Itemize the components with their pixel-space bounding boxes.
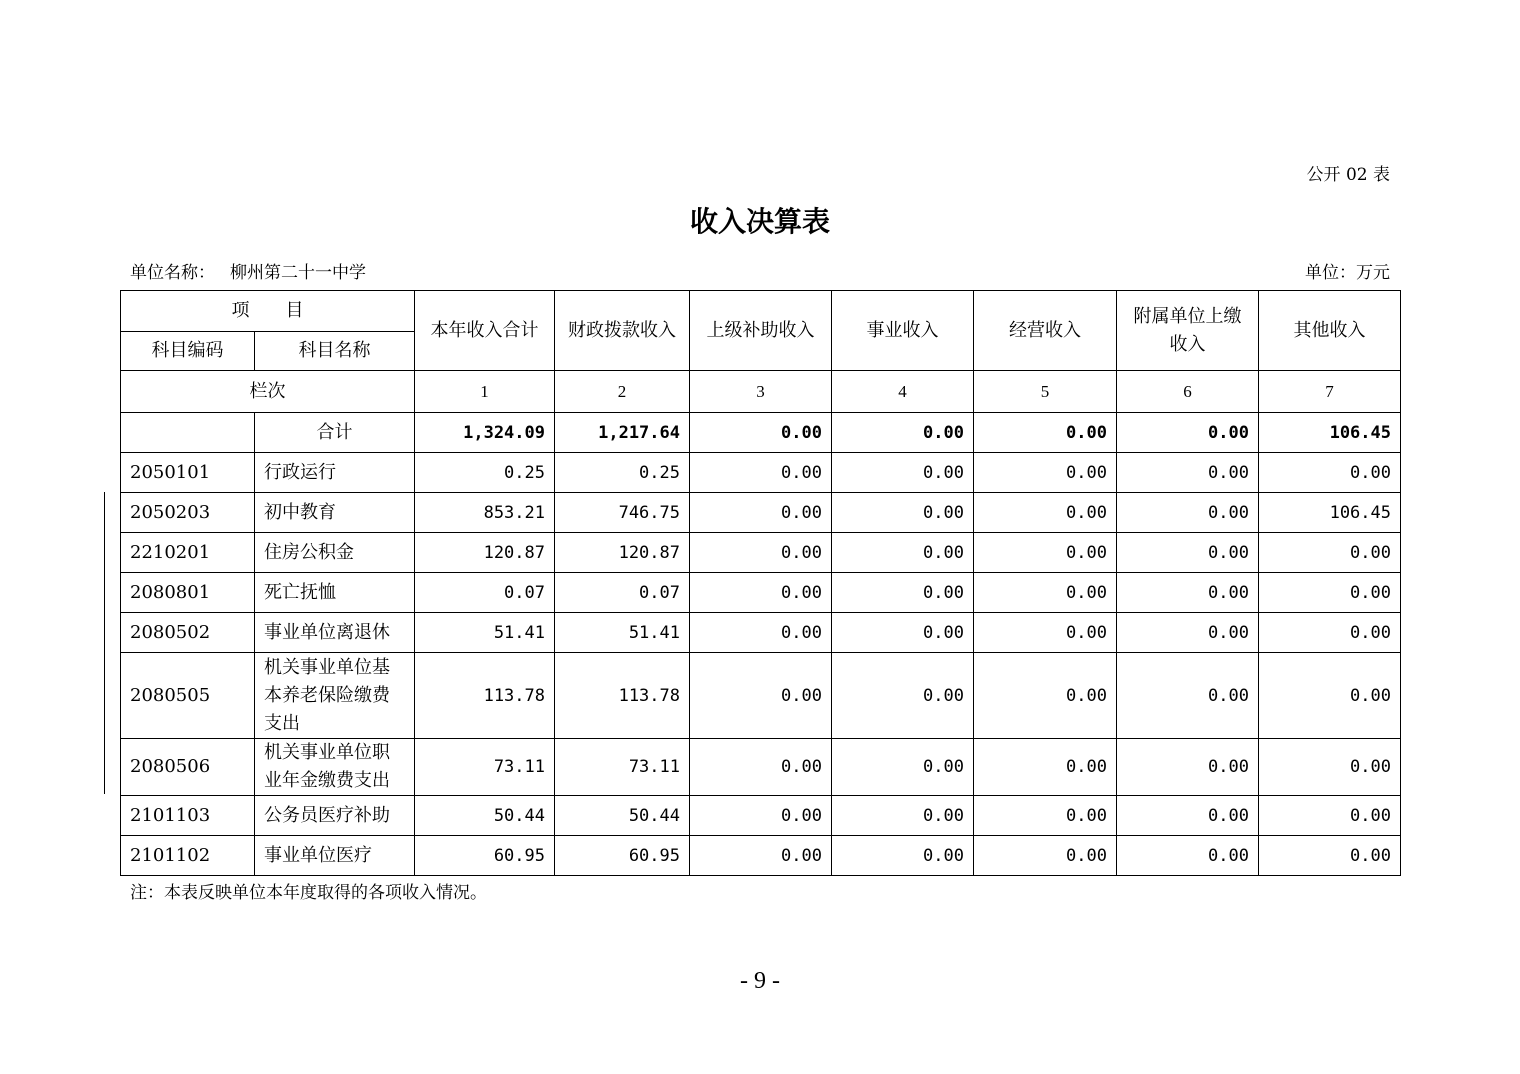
amount-cell: 0.00 xyxy=(1259,533,1401,573)
table-row xyxy=(121,836,1401,876)
amount-cell: 0.00 xyxy=(1259,653,1401,739)
total-label: 合计 xyxy=(255,413,415,453)
amount-cell: 0.00 xyxy=(690,653,832,739)
table-row xyxy=(121,493,1401,533)
amount-cell: 113.78 xyxy=(555,653,690,739)
amount-cell: 0.00 xyxy=(1259,573,1401,613)
header-col-5: 经营收入 xyxy=(974,291,1117,371)
amount-cell: 746.75 xyxy=(555,493,690,533)
amount-cell: 0.00 xyxy=(974,796,1117,836)
amount-cell: 0.00 xyxy=(1117,533,1259,573)
seq-cell: 6 xyxy=(1117,371,1259,413)
amount-cell: 0.00 xyxy=(690,533,832,573)
header-col-1: 本年收入合计 xyxy=(415,291,555,371)
amount-cell: 0.00 xyxy=(832,836,974,876)
amount-cell: 0.00 xyxy=(832,653,974,739)
unit-name-label: 单位名称： xyxy=(130,263,215,283)
amount-cell: 73.11 xyxy=(415,739,555,796)
amount-cell: 0.00 xyxy=(974,573,1117,613)
seq-row xyxy=(121,371,1401,413)
amount-cell: 0.00 xyxy=(1259,453,1401,493)
amount-cell: 0.00 xyxy=(1117,796,1259,836)
total-value: 106.45 xyxy=(1259,413,1401,453)
total-value: 0.00 xyxy=(690,413,832,453)
amount-cell: 0.07 xyxy=(415,573,555,613)
header-col-3: 上级补助收入 xyxy=(690,291,832,371)
header-col-7: 其他收入 xyxy=(1259,291,1401,371)
header-name: 科目名称 xyxy=(255,332,415,371)
amount-cell: 0.00 xyxy=(832,796,974,836)
subject-name: 公务员医疗补助 xyxy=(255,796,415,836)
table-row xyxy=(121,533,1401,573)
amount-cell: 120.87 xyxy=(555,533,690,573)
subject-code: 2080502 xyxy=(121,613,255,653)
subject-code: 2101103 xyxy=(121,796,255,836)
amount-cell: 0.00 xyxy=(1117,653,1259,739)
subject-name: 死亡抚恤 xyxy=(255,573,415,613)
amount-cell: 51.41 xyxy=(415,613,555,653)
total-value: 1,217.64 xyxy=(555,413,690,453)
header-col-2: 财政拨款收入 xyxy=(555,291,690,371)
amount-cell: 0.00 xyxy=(974,533,1117,573)
amount-cell: 0.00 xyxy=(1259,613,1401,653)
amount-cell: 0.00 xyxy=(974,836,1117,876)
table-row xyxy=(121,796,1401,836)
amount-cell: 0.25 xyxy=(555,453,690,493)
total-value: 0.00 xyxy=(832,413,974,453)
amount-cell: 0.00 xyxy=(690,493,832,533)
amount-cell: 0.00 xyxy=(1117,453,1259,493)
amount-cell: 0.00 xyxy=(832,739,974,796)
seq-cell: 4 xyxy=(832,371,974,413)
header-code: 科目编码 xyxy=(121,332,255,371)
subject-name: 住房公积金 xyxy=(255,533,415,573)
page-title: 收入决算表 xyxy=(689,205,830,238)
amount-cell: 853.21 xyxy=(415,493,555,533)
amount-cell: 0.00 xyxy=(690,796,832,836)
table-row xyxy=(121,653,1401,739)
header-col-6: 附属单位上缴收入 xyxy=(1117,291,1259,371)
subject-code: 2050203 xyxy=(121,493,255,533)
amount-cell: 0.00 xyxy=(1259,739,1401,796)
amount-cell: 113.78 xyxy=(415,653,555,739)
total-value: 0.00 xyxy=(974,413,1117,453)
total-value: 0.00 xyxy=(1117,413,1259,453)
subject-name: 事业单位离退休 xyxy=(255,613,415,653)
header-row-1 xyxy=(121,291,1401,332)
table-row xyxy=(121,613,1401,653)
amount-cell: 0.00 xyxy=(974,613,1117,653)
subject-name: 初中教育 xyxy=(255,493,415,533)
subject-name: 行政运行 xyxy=(255,453,415,493)
seq-cell: 2 xyxy=(555,371,690,413)
seq-cell: 1 xyxy=(415,371,555,413)
subject-code: 2210201 xyxy=(121,533,255,573)
currency-unit: 单位：万元 xyxy=(1305,263,1390,283)
amount-cell: 0.00 xyxy=(1117,613,1259,653)
amount-cell: 0.00 xyxy=(832,613,974,653)
amount-cell: 0.00 xyxy=(974,653,1117,739)
amount-cell: 50.44 xyxy=(555,796,690,836)
amount-cell: 0.00 xyxy=(832,453,974,493)
amount-cell: 0.00 xyxy=(690,453,832,493)
table-row xyxy=(121,739,1401,796)
amount-cell: 73.11 xyxy=(555,739,690,796)
amount-cell: 0.00 xyxy=(832,533,974,573)
subject-code: 2080801 xyxy=(121,573,255,613)
amount-cell: 0.00 xyxy=(690,613,832,653)
amount-cell: 0.00 xyxy=(1117,493,1259,533)
amount-cell: 0.25 xyxy=(415,453,555,493)
subject-name: 机关事业单位职业年金缴费支出 xyxy=(255,739,415,796)
subject-code: 2080505 xyxy=(121,653,255,739)
amount-cell: 0.00 xyxy=(974,739,1117,796)
amount-cell: 0.07 xyxy=(555,573,690,613)
amount-cell: 0.00 xyxy=(832,573,974,613)
amount-cell: 120.87 xyxy=(415,533,555,573)
form-number: 公开 02 表 xyxy=(1306,165,1390,185)
seq-cell: 7 xyxy=(1259,371,1401,413)
header-col-4: 事业收入 xyxy=(832,291,974,371)
amount-cell: 0.00 xyxy=(1117,836,1259,876)
amount-cell: 0.00 xyxy=(1117,739,1259,796)
amount-cell: 0.00 xyxy=(832,493,974,533)
amount-cell: 0.00 xyxy=(690,739,832,796)
subject-code: 2050101 xyxy=(121,453,255,493)
amount-cell: 0.00 xyxy=(974,493,1117,533)
total-code-cell xyxy=(121,413,255,453)
subject-name: 机关事业单位基本养老保险缴费支出 xyxy=(255,653,415,739)
amount-cell: 0.00 xyxy=(974,453,1117,493)
total-row xyxy=(121,413,1401,453)
amount-cell: 106.45 xyxy=(1259,493,1401,533)
page-number: - 9 - xyxy=(740,968,780,994)
subject-name: 事业单位医疗 xyxy=(255,836,415,876)
amount-cell: 0.00 xyxy=(690,573,832,613)
amount-cell: 51.41 xyxy=(555,613,690,653)
seq-label: 栏次 xyxy=(121,371,415,413)
amount-cell: 60.95 xyxy=(415,836,555,876)
amount-cell: 60.95 xyxy=(555,836,690,876)
table-note: 注：本表反映单位本年度取得的各项收入情况。 xyxy=(130,883,487,903)
amount-cell: 0.00 xyxy=(1259,836,1401,876)
amount-cell: 50.44 xyxy=(415,796,555,836)
subject-code: 2080506 xyxy=(121,739,255,796)
table-row xyxy=(121,453,1401,493)
binding-margin-line xyxy=(104,492,105,794)
amount-cell: 0.00 xyxy=(1259,796,1401,836)
header-item: 项 目 xyxy=(121,291,415,332)
table-row xyxy=(121,573,1401,613)
subject-code: 2101102 xyxy=(121,836,255,876)
amount-cell: 0.00 xyxy=(1117,573,1259,613)
income-statement-table xyxy=(120,290,1401,876)
seq-cell: 5 xyxy=(974,371,1117,413)
amount-cell: 0.00 xyxy=(690,836,832,876)
total-value: 1,324.09 xyxy=(415,413,555,453)
seq-cell: 3 xyxy=(690,371,832,413)
unit-name-value: 柳州第二十一中学 xyxy=(230,263,366,283)
